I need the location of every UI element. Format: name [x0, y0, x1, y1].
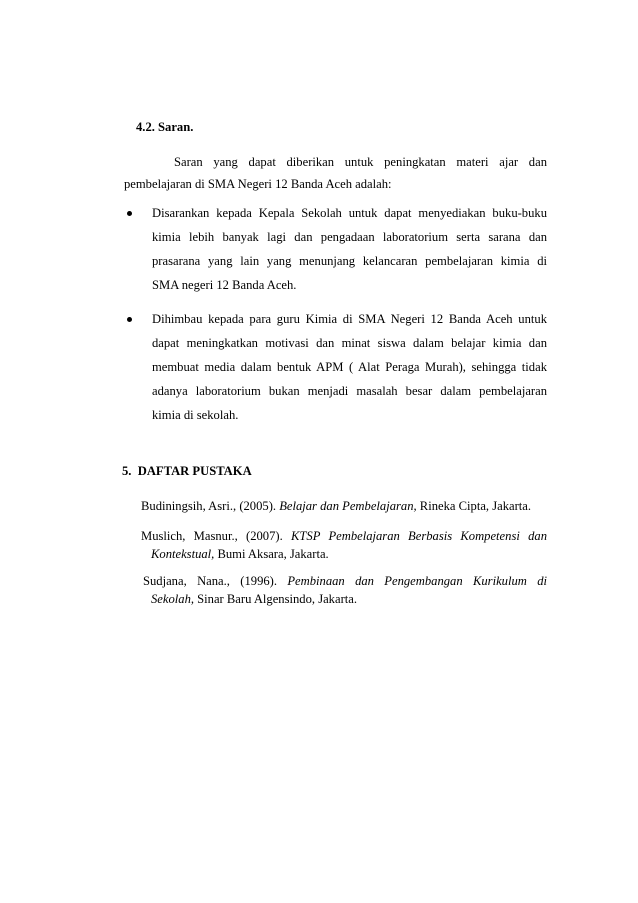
- reference-3-author: Sudjana, Nana., (1996).: [143, 574, 288, 588]
- bullet-list-item-2: [124, 310, 547, 430]
- bullet-2-line-1: Dihimbau kepada para guru Kimia di SMA Negeri 12 Banda Aceh untuk: [152, 312, 547, 326]
- reference-3-line-1: [143, 572, 547, 590]
- reference-3-title-cont: Sekolah,: [151, 592, 195, 606]
- bullet-2-line-4: adanya laboratorium bukan menjadi masalah besar dalam pembelajaran: [152, 384, 547, 398]
- reference-1-publisher: Rineka Cipta, Jakarta.: [416, 499, 532, 513]
- reference-2-publisher: Bumi Aksara, Jakarta.: [214, 547, 329, 561]
- reference-3-title: Pembinaan dan Pengembangan Kurikulum di: [287, 574, 548, 588]
- bullet-list-item-1: [124, 204, 547, 304]
- reference-1-author: Budiningsih, Asri., (2005).: [141, 499, 280, 513]
- saran-intro-continuation: [124, 175, 547, 193]
- bullet-2-line-3: membuat media dalam bentuk APM ( Alat Peraga Murah), sehingga tidak: [152, 360, 547, 374]
- bullet-1-line-4: SMA negeri 12 Banda Aceh.: [152, 278, 297, 292]
- bullet-2-line-2: dapat meningkatkan motivasi dan minat siswa dalam belajar kimia dan: [152, 336, 547, 350]
- reference-2-title-cont: Kontekstual,: [151, 547, 215, 561]
- reference-item-2: [141, 527, 547, 563]
- reference-2-author: Muslich, Masnur., (2007).: [141, 529, 292, 543]
- section-heading-daftar-pustaka: 5. DAFTAR PUSTAKA: [122, 464, 252, 478]
- saran-intro-line-1: Saran yang dapat diberikan untuk peningkatan materi ajar dan: [174, 155, 547, 169]
- bullet-1-line-2: kimia lebih banyak lagi dan pengadaan laboratorium serta sarana dan: [152, 230, 547, 244]
- reference-2-line-1: [141, 527, 547, 545]
- reference-item-3: [143, 572, 547, 608]
- reference-3-line-2: [143, 590, 547, 608]
- bullet-1-line-3: prasarana yang lain yang menunjang kelancaran pembelajaran kimia di: [152, 254, 547, 268]
- saran-intro-paragraph: [174, 153, 547, 171]
- bullet-icon: [127, 317, 132, 322]
- saran-intro-line-2: pembelajaran di SMA Negeri 12 Banda Aceh adalah:: [124, 177, 392, 191]
- bullet-icon: [127, 211, 132, 216]
- reference-2-line-2: [141, 545, 547, 563]
- reference-2-title: KTSP Pembelajaran Berbasis Kompetensi dan: [291, 529, 547, 543]
- section-heading-saran: 4.2. Saran.: [136, 120, 194, 134]
- bullet-2-line-5: kimia di sekolah.: [152, 408, 239, 422]
- bullet-1-line-1: Disarankan kepada Kepala Sekolah untuk dapat menyediakan buku-buku: [152, 206, 547, 220]
- reference-1-title: Belajar dan Pembelajaran,: [279, 499, 417, 513]
- reference-3-publisher: Sinar Baru Algensindo, Jakarta.: [194, 592, 358, 606]
- reference-item-1: [141, 497, 561, 515]
